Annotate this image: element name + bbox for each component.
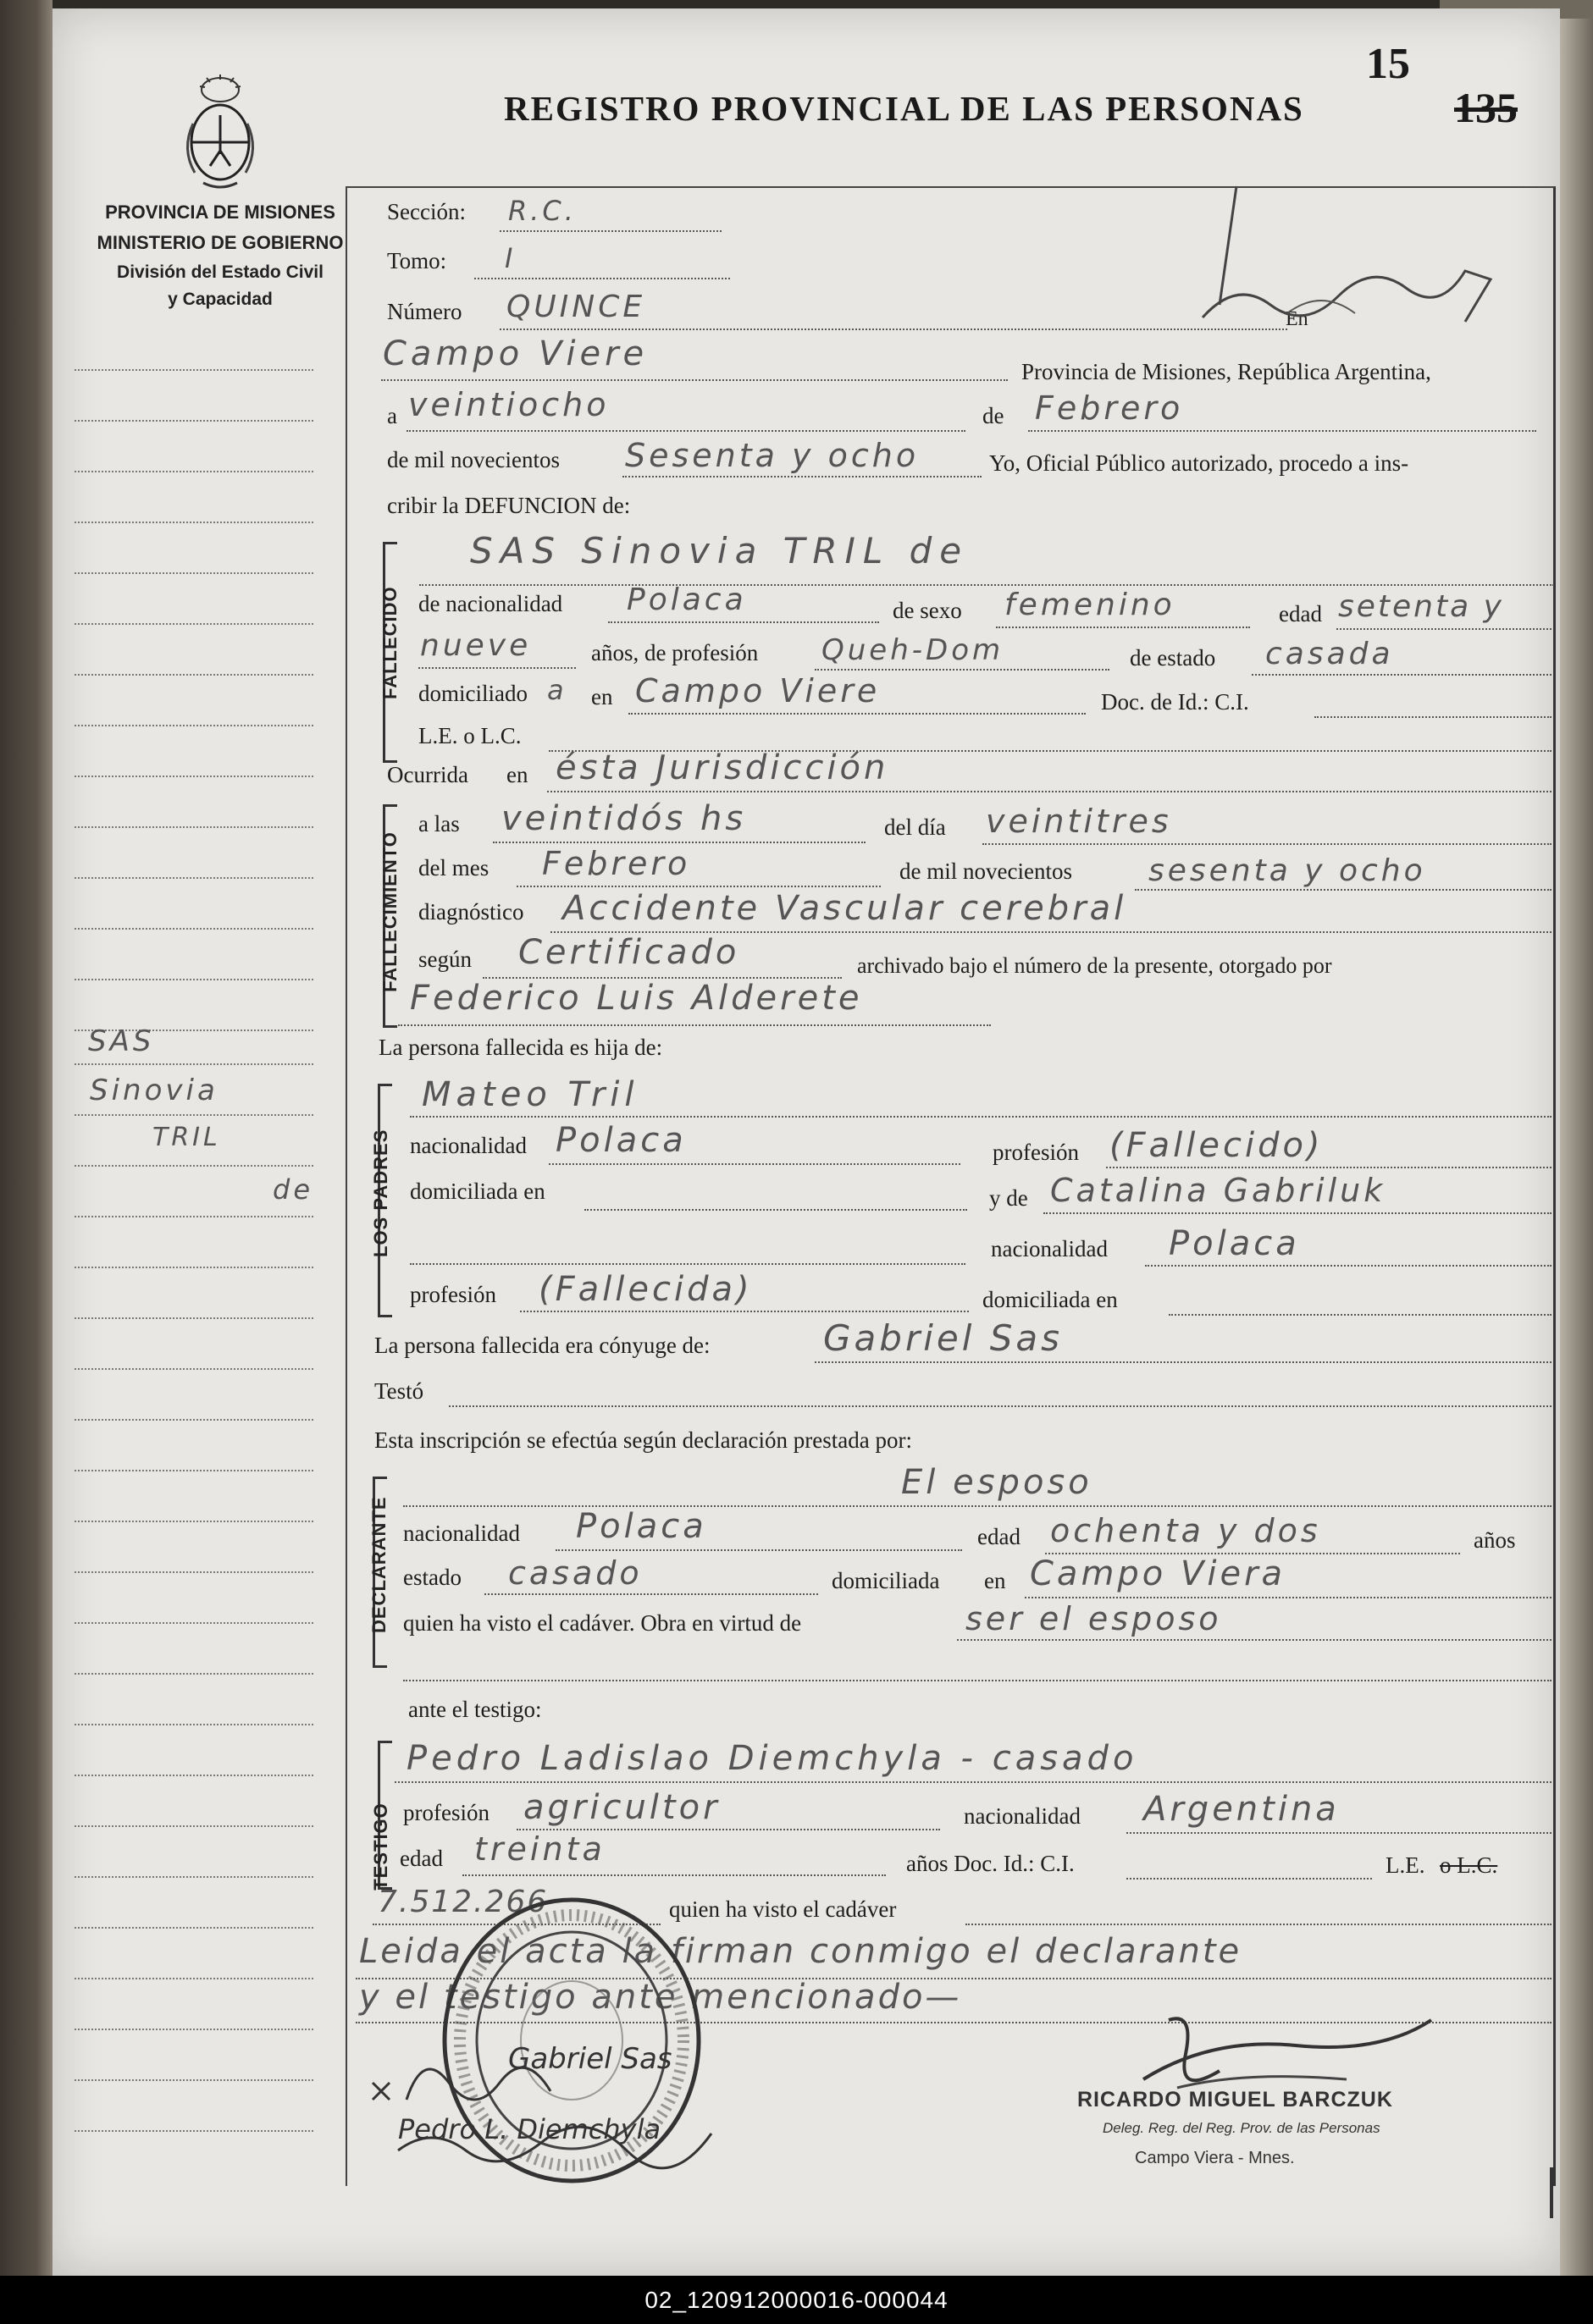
- register-title: REGISTRO PROVINCIAL DE LAS PERSONAS: [504, 89, 1304, 128]
- testo-label: Testó: [374, 1378, 424, 1404]
- declarante-nacionalidad-label: nacionalidad: [403, 1521, 520, 1546]
- madre-domiciliada-label: domiciliada en: [982, 1287, 1118, 1312]
- fallecimiento-section-label: FALLECIMIENTO: [379, 831, 401, 992]
- officer-signature-top: [1186, 169, 1507, 339]
- numero-label: Número: [387, 299, 462, 324]
- testigo-doc-label: años Doc. Id.: C.I.: [906, 1851, 1075, 1876]
- province-text: Provincia de Misiones, República Argentina,: [1021, 359, 1431, 384]
- scan-footer: [0, 2276, 1593, 2324]
- seccion-label: Sección:: [387, 199, 466, 224]
- scan-id: 02_120912000016-000044: [644, 2287, 949, 2313]
- seccion-value: R.C.: [508, 195, 577, 227]
- estado-value: casada: [1265, 637, 1394, 671]
- frame-tail: [1550, 2167, 1553, 2218]
- testigo-lc-struck: o L.C.: [1440, 1852, 1498, 1878]
- declarante-virtud-value: ser el esposo: [965, 1600, 1222, 1637]
- declarante-intro: Esta inscripción se efectúa según declaración prestada por:: [374, 1427, 912, 1453]
- testigo-profesion-label: profesión: [403, 1800, 490, 1825]
- hora-value: veintidós hs: [501, 799, 747, 838]
- declarante-name: El esposo: [901, 1463, 1092, 1502]
- place-value: Campo Viere: [383, 334, 649, 373]
- margin-surname: SAS: [88, 1024, 155, 1058]
- month-value: Febrero: [1035, 389, 1184, 427]
- estado-label: de estado: [1130, 645, 1216, 671]
- testigo-edad-value: treinta: [474, 1830, 606, 1868]
- diagnostico-label: diagnóstico: [418, 899, 524, 925]
- inscribe-text: cribir la DEFUNCION de:: [387, 493, 631, 518]
- madre-profesion-label: profesión: [410, 1282, 496, 1307]
- conyuge-label: La persona fallecida era cónyuge de:: [374, 1333, 711, 1358]
- declarante-estado-value: casado: [508, 1554, 643, 1592]
- sexo-label: de sexo: [893, 598, 962, 623]
- page-number-struck: 135: [1454, 84, 1518, 131]
- de-label: de: [982, 403, 1004, 428]
- ministry-name: MINISTERIO DE GOBIERNO: [97, 232, 344, 253]
- testigo-le-label: L.E.: [1386, 1852, 1425, 1878]
- madre-profesion-value: (Fallecida): [539, 1270, 753, 1309]
- declarante-estado-label: estado: [403, 1565, 462, 1590]
- ocurrida-value: ésta Jurisdicción: [556, 748, 889, 787]
- padre-nacionalidad-label: nacionalidad: [410, 1133, 527, 1158]
- edad-value-2: nueve: [420, 628, 532, 663]
- madre-nacionalidad-label: nacionalidad: [991, 1236, 1108, 1261]
- coat-of-arms-icon: [169, 73, 271, 200]
- year-label: de mil novecientos: [387, 447, 560, 472]
- padre-nacionalidad-value: Polaca: [556, 1121, 687, 1160]
- declarante-en-label: en: [984, 1568, 1006, 1593]
- ocurrida-en-label: en: [506, 762, 528, 787]
- padre-profesion-value: (Fallecido): [1109, 1126, 1324, 1165]
- dia-label: del día: [884, 814, 946, 840]
- domiciliado-suffix: a: [547, 674, 567, 706]
- declarante-edad-value: ochenta y dos: [1050, 1512, 1321, 1549]
- ocurrida-label: Ocurrida: [387, 762, 468, 787]
- y-de-label: y de: [989, 1185, 1028, 1211]
- diagnostico-value: Accidente Vascular cerebral: [562, 889, 1127, 928]
- book-binding-right: [1560, 0, 1593, 2276]
- madre-value: Catalina Gabriluk: [1050, 1172, 1386, 1209]
- page-number: 15: [1366, 40, 1410, 88]
- mes-value: Febrero: [542, 845, 691, 882]
- segun-label: según: [418, 947, 472, 972]
- segun-value: Certificado: [518, 933, 740, 972]
- declarante-domicilio-value: Campo Viera: [1030, 1554, 1286, 1593]
- testigo-cadaver-text: quien ha visto el cadáver: [669, 1896, 897, 1922]
- sexo-value: femenino: [1004, 588, 1175, 622]
- ministry-province: PROVINCIA DE MISIONES: [105, 201, 335, 223]
- tomo-label: Tomo:: [387, 248, 447, 273]
- archivado-text: archivado bajo el número de la presente, otorgado por: [857, 953, 1332, 978]
- domiciliado-label: domiciliado: [418, 681, 528, 706]
- fallecido-section-label: FALLECIDO: [379, 586, 401, 699]
- testigo-profesion-value: agricultor: [523, 1788, 721, 1827]
- book-binding-left: [0, 0, 53, 2276]
- conyuge-value: Gabriel Sas: [823, 1317, 1064, 1359]
- dia-value: veintitres: [986, 803, 1172, 840]
- margin-firstname: Sinovia: [90, 1074, 218, 1107]
- padres-intro: La persona fallecida es hija de:: [379, 1035, 663, 1060]
- witness-signature-text: Pedro L. Diemchyla: [398, 2113, 661, 2145]
- tomo-value: I: [505, 242, 517, 274]
- declarante-anios-label: años: [1474, 1527, 1516, 1553]
- fallec-year-label: de mil novecientos: [899, 858, 1072, 884]
- mes-label: del mes: [418, 855, 490, 880]
- declarante-edad-label: edad: [977, 1524, 1021, 1549]
- le-lc-label: L.E. o L.C.: [418, 723, 522, 748]
- doc-label: Doc. de Id.: C.I.: [1101, 689, 1249, 715]
- anios-profesion-label: años, de profesión: [591, 640, 759, 665]
- closing-line-1: Leida el acta la firman conmigo el declarante: [359, 1932, 1242, 1971]
- margin-de: de: [273, 1173, 313, 1206]
- testigo-edad-label: edad: [400, 1846, 443, 1871]
- year-value: Sesenta y ocho: [625, 437, 920, 474]
- fallec-year-value: sesenta y ocho: [1148, 853, 1426, 888]
- madre-nacionalidad-value: Polaca: [1169, 1224, 1300, 1263]
- deceased-name: SAS Sinovia TRIL de: [470, 530, 970, 571]
- officer-name: RICARDO MIGUEL BARCZUK: [1077, 2088, 1393, 2111]
- declarante-domiciliada-label: domiciliada: [832, 1568, 940, 1593]
- testigo-name: Pedro Ladislao Diemchyla - casado: [407, 1739, 1138, 1778]
- testigo-intro: ante el testigo:: [408, 1697, 542, 1722]
- declarante-cadaver-text: quien ha visto el cadáver. Obra en virtud de: [403, 1610, 802, 1636]
- testigo-doc-number: 7.512.266: [378, 1885, 549, 1919]
- officer-text: Yo, Oficial Público autorizado, procedo a ins-: [989, 450, 1409, 476]
- padres-section-label: LOS PADRES: [370, 1129, 391, 1257]
- numero-value: QUINCE: [506, 290, 646, 324]
- testigo-nacionalidad-value: Argentina: [1143, 1790, 1340, 1829]
- edad-label: edad: [1279, 601, 1322, 627]
- nacionalidad-label: de nacionalidad: [418, 591, 563, 616]
- closing-line-2: y el testigo ante mencionado—: [359, 1978, 962, 2017]
- declarante-section-label: DECLARANTE: [368, 1496, 390, 1633]
- padre-domiciliada-label: domiciliada en: [410, 1179, 545, 1204]
- padre-value: Mateo Tril: [422, 1075, 639, 1114]
- en-label: En: [1286, 308, 1308, 330]
- ministry-subdivision: y Capacidad: [168, 290, 273, 309]
- domicilio-value: Campo Viere: [635, 672, 881, 709]
- margin-maidenname: TRIL: [152, 1123, 221, 1152]
- profesion-value: Queh-Dom: [821, 633, 1004, 667]
- domicilio-en-label: en: [591, 684, 613, 709]
- nacionalidad-value: Polaca: [627, 582, 747, 617]
- a-label: a: [387, 403, 397, 428]
- ministry-division: División del Estado Civil: [117, 262, 324, 282]
- testigo-nacionalidad-label: nacionalidad: [964, 1803, 1081, 1829]
- hora-label: a las: [418, 811, 460, 836]
- edad-value-1: setenta y: [1338, 589, 1504, 624]
- officer-title: Deleg. Reg. del Reg. Prov. de las Personas: [1103, 2120, 1380, 2136]
- padre-profesion-label: profesión: [993, 1140, 1079, 1165]
- officer-place: Campo Viera - Mnes.: [1135, 2149, 1295, 2167]
- declarante-nacionalidad-value: Polaca: [576, 1507, 707, 1546]
- medico-value: Federico Luis Alderete: [410, 979, 863, 1018]
- day-value: veintiocho: [408, 386, 610, 423]
- declarant-signature-text: Gabriel Sas: [508, 2042, 672, 2076]
- testigo-section-label: TESTIGO: [370, 1802, 391, 1891]
